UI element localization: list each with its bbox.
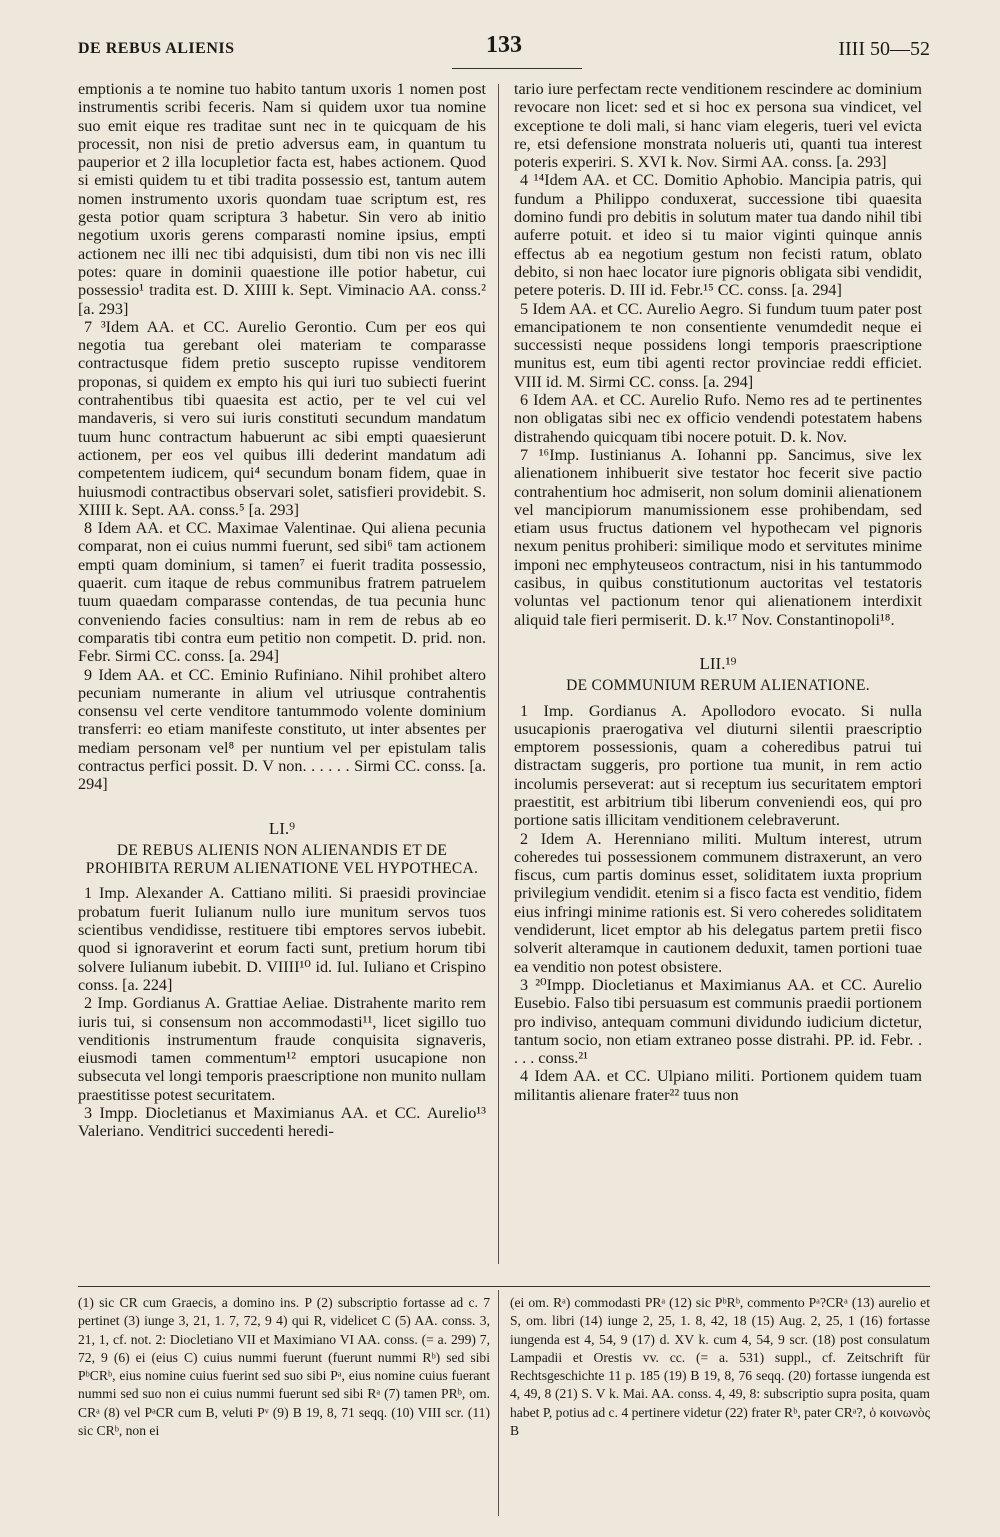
title-52-name: DE COMMUNIUM RERUM ALIENATIONE. — [566, 677, 870, 695]
column-divider — [498, 84, 499, 1264]
paragraph: 7 ¹⁶Imp. Iustinianus A. Iohanni pp. Sancimus, sive lex alienationem inhibuerit sive testator hoc fecerit sive pactio contrahentium hoc admiserit, non solum dominii alienationem vel mancipiorum manumissionem esse prohibendam, sed etiam usus fructus dationem vel hypothecam vel pignoris nexum penitus prohiberi: similique modo et servitutes minime imponi nec emphyteuseos contractum, nisi in his tantummodo casibus, in quibus constitutionum auctoritas vel testatoris voluntas vel pactionum tenor qui alienationem interdixit aliquid tale fieri permiserit. D. k.¹⁷ Nov. Constantinopoli¹⁸. — [514, 445, 922, 629]
paragraph: 2 Imp. Gordianus A. Grattiae Aeliae. Distrahente marito rem iuris tui, si consensum non accommodasti¹¹, licet sigillo tuo venditionis instrumentum fraude conquisita signaveris, eiusmodi tamen commentum¹² emptori usucapione non subsecuta vel longi temporis praescriptione non munito nullam praestitisse potest securitatem. — [78, 994, 486, 1104]
left-column — [78, 80, 486, 1141]
section-reference: IIII 50—52 — [838, 38, 930, 60]
right-column — [514, 80, 922, 1104]
paragraph: 4 ¹⁴Idem AA. et CC. Domitio Aphobio. Mancipia patris, qui fundum a Philippo conduxerat, successione tibi quaesita domino fundi pro debitis in solutum mater tua dando nihil tibi auferre potuit. et ideo si tu maior viginti quinque annis effectus ab ea negotium gestum non fecisti ratum, oblato debito, si non haec locator iure pignoris obligata sibi vendidit, petere poteris. D. III id. Febr.¹⁵ CC. conss. [a. 294] — [514, 171, 922, 300]
paragraph: 4 Idem AA. et CC. Ulpiano militi. Portionem quidem tuam militantis alienare frater²² tuus non — [514, 1067, 922, 1104]
paragraph: 9 Idem AA. et CC. Eminio Rufiniano. Nihil prohibet altero pecuniam numerante in alium vel utriusque contrahentis consensu vel certe venditore tantummodo volente dominium transferri: eo etiam manifeste constituto, ut inter absentes per mediam personam vel⁸ per nuntium vel per epistulam talis contractus perfici possit. D. V non. . . . . . Sirmi CC. conss. [a. 294] — [78, 665, 486, 794]
paragraph: 5 Idem AA. et CC. Aurelio Aegro. Si fundum tuum pater post emancipationem te non consentiente venumdedit neque ei successisti neque possidens longi temporis praescriptione munitus est, eum tibi agenti rector provinciae reddi efficiet. VIII id. M. Sirmi CC. conss. [a. 294] — [514, 299, 922, 391]
running-title: DE REBUS ALIENIS — [78, 40, 235, 57]
header-rule — [452, 68, 582, 69]
title-51-name: DE REBUS ALIENIS NON ALIENANDIS ET DE PROHIBITA RERUM ALIENATIONE VEL HYPOTHECA. — [85, 841, 479, 878]
title-51-number: LI.⁹ — [268, 818, 296, 838]
paragraph: 3 Impp. Diocletianus et Maximianus AA. et CC. Aurelio¹³ Valeriano. Venditrici succedenti heredi- — [78, 1104, 486, 1141]
paragraph: 1 Imp. Gordianus A. Apollodoro evocato. Si nulla usucapionis praerogativa vel diuturni silentii praescriptio emptorem possessionis, quam a coheredibus patrui tui distractam suggeris, pro portione tua munit, in rem actio incolumis perseverat: aut si receptum ius securitatem emptori praestitit, est arbitrium tibi liberum conveniendi eos, qui pro portione satis illicitam venditionem celebraverunt. — [514, 701, 922, 830]
footnotes-right — [510, 1294, 930, 1440]
paragraph: 1 Imp. Alexander A. Cattiano militi. Si praesidi provinciae probatum fuerit Iulianum nullo iure munitum servos tuos scientibus vendidisse, restituere tibi emptores servos iubebit. quod si ignoraverint et eorum facti sunt, pretium horum tibi solvere Iulianum iubebit. D. VIIII¹⁰ id. Iul. Iuliano et Crispino conss. [a. 224] — [78, 884, 486, 994]
page-number: 133 — [486, 32, 522, 58]
footnotes-left — [78, 1294, 490, 1440]
title-52-number: LII.¹⁹ — [699, 653, 737, 673]
footnote-text: (ei om. Rᵃ) commodasti PRᵃ (12) sic PᵇRᵇ, commento Pᵃ?CRᵃ (13) aurelio et S, om. libri (14) iunge 2, 25, 1. 8, 42, 18 (15) Aug. 2, 25, 1 (16) fortasse iungenda est 4, 54, 9 (17) d. XV k. cum 4, 54, 9 scr. (18) post consulatum Lampadii et Orestis vv. cc. (= a. 531) suppl., cf. Zeitschrift für Rechtsgeschichte 11 p. 185 (19) B 19, 8, 76 seqq. (20) fortasse iungenda est 4, 49, 8 (21) S. V k. Mai. AA. conss. 4, 49, 8: subscriptio supra posita, quam habet P, potius ad c. 4 pertinere videtur (22) frater Rᵇ, pater CRᵃ?, ὁ κοινωνὸς B — [510, 1295, 930, 1439]
footnote-rule — [78, 1286, 930, 1287]
paragraph: emptionis a te nomine tuo habito tantum uxoris 1 nomen post instrumentis scribi feceris. Nam si quidem uxor tua nomine suo emit eique res traditae sunt nec in te quicquam de his processit, non nisi de pretio adversus eam, in quantum tu pauperior et 2 illa locupletior facta est, habes actionem. Quod si emisti quidem tu et tibi tradita possessio est, tantum autem nomen instrumento uxoris quondam tuae scriptum est, res gesta potior quam scriptura 3 habetur. Sin vero ab initio negotium uxoris gerens comparasti nomine ipsius, empti actionem nec illi nec tibi adquisisti, dum tibi non vis nec illi potes: quare in dominii quaestione ille potior habetur, cui possessio¹ tradita est. D. XIIII k. Sept. Viminacio AA. conss.² [a. 293] — [78, 80, 486, 318]
page-header — [78, 32, 930, 66]
paragraph: 8 Idem AA. et CC. Maximae Valentinae. Qui aliena pecunia comparat, non ei cuius nummi fuerunt, sed sibi⁶ tam actionem empti quam dominium, si tamen⁷ ei fuerit tradita possessio, quaerit. cum itaque de rebus communibus fratrem patruelem tuum quaedam comparasse contendas, de tua pecunia hunc conveniendo facies consultius: nam in rem de rebus ab eo comparatis tibi contra eum petitio non competit. D. prid. non. Febr. Sirmi CC. conss. [a. 294] — [78, 519, 486, 666]
footnote-divider — [498, 1290, 499, 1516]
footnote-text: (1) sic CR cum Graecis, a domino ins. P (2) subscriptio fortasse ad c. 7 pertinet (3) iunge 3, 21, 1. 7, 72, 9 4) qui R, videlicet C (5) AA. conss. 3, 21, 1, cf. not. 2: Diocletiano VII et Maximiano VI AA. conss. (= a. 299) 7, 72, 9 (6) ei (eius C) cuius nummi fuerunt (fuerunt nummi Rᵇ) sed sibi PᵇCRᵇ, eius nomine cuius fuerint sed suo sibi Pᵃ, eius nomine cuius fuerant nummi sed suo non ei cuius nummi fuerunt sed sibi Rᵃ (7) tamen PRᵇ, om. CRᵃ (8) vel PᵃCR cum B, veluti Pᵛ (9) B 19, 8, 71 seqq. (10) VIII scr. (11) sic CRᵇ, non ei — [78, 1295, 490, 1439]
paragraph: 2 Idem A. Herenniano militi. Multum interest, utrum coheredes tui possessionem communem distraxerunt, an vero fiscus, cum partis dominus esset, soliditatem iuxta proprium privilegium vendidit. etenim si a fisco facta est venditio, fidem eius infringi minime rationis est. Si vero coheredes soliditatem vendiderunt, licet emptor ab his delegatus partem pretii fisco solverit alteramque in cautionem deduxit, tamen portioni tuae ea venditio non potest obsistere. — [514, 829, 922, 976]
paragraph: 6 Idem AA. et CC. Aurelio Rufo. Nemo res ad te pertinentes non obligatas sibi nec ex officio vendendi potestatem habens distrahendo quicquam tibi nocere potuit. D. k. Nov. — [514, 391, 922, 446]
paragraph: 7 ³Idem AA. et CC. Aurelio Gerontio. Cum per eos qui negotia tua gerebant olei materiam te comparasse contractusque fidem pretio suscepto rupisse venditorem proponas, si quidem ex empto his qui iuri tuo subiecti fuerint contrahentibus tibi quaesita est actio, per te vel cui vel mandaveris, si vero sui iuris constituti secundum mandatum tuum hunc contractum habuerunt ac sibi empti quaesierunt actionem, per eos vel quibus illi dederint mandatum adi competentem iudicem, qui⁴ secundum bonam fidem, quae in huiusmodi contractibus observari solet, satisfieri providebit. S. XIIII k. Sept. AA. conss.⁵ [a. 293] — [78, 317, 486, 519]
paragraph: tario iure perfectam recte venditionem rescindere ac dominium revocare non licet: sed et si hoc ex persona sua vindicet, vel exceptione te doli mali, si hanc viam elegeris, tueri vel evicta re, etsi defensione monstrata nolueris uti, quanti tua interest poteris experiri. S. XVI k. Nov. Sirmi AA. conss. [a. 293] — [514, 80, 922, 172]
paragraph: 3 ²⁰Impp. Diocletianus et Maximianus AA. et CC. Aurelio Eusebio. Falso tibi persuasum est communis praedii portionem pro indiviso, antequam communi dividundo iudicium dictetur, tantum socio, non etiam extraneo posse distrahi. PP. id. Febr. . . . . conss.²¹ — [514, 975, 922, 1068]
